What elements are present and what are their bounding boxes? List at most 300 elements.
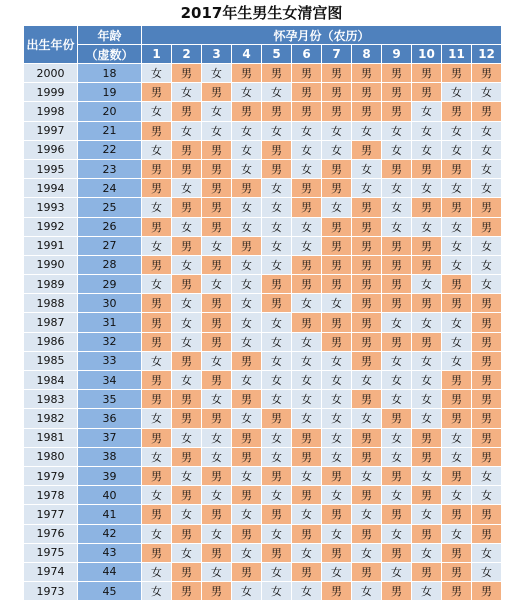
gender-cell: 女 <box>172 255 202 274</box>
gender-cell: 男 <box>262 294 292 313</box>
gender-cell: 男 <box>172 582 202 601</box>
gender-cell: 男 <box>412 428 442 447</box>
gender-cell: 女 <box>262 351 292 370</box>
gender-cell: 男 <box>442 64 472 83</box>
gender-cell: 男 <box>172 198 202 217</box>
gender-cell: 女 <box>322 390 352 409</box>
gender-cell: 女 <box>232 543 262 562</box>
gender-cell: 男 <box>262 466 292 485</box>
gender-cell: 男 <box>202 543 232 562</box>
birth-year-cell: 1980 <box>24 447 78 466</box>
gender-cell: 女 <box>382 524 412 543</box>
gender-cell: 男 <box>262 409 292 428</box>
gender-cell: 男 <box>292 179 322 198</box>
gender-cell: 女 <box>232 83 262 102</box>
gender-cell: 女 <box>262 371 292 390</box>
gender-cell: 男 <box>172 236 202 255</box>
birth-year-cell: 1992 <box>24 217 78 236</box>
gender-cell: 女 <box>322 198 352 217</box>
header-month-5: 5 <box>262 45 292 64</box>
gender-cell: 男 <box>202 140 232 159</box>
gender-cell: 男 <box>412 64 442 83</box>
gender-cell: 女 <box>292 543 322 562</box>
gender-cell: 男 <box>322 466 352 485</box>
gender-cell: 女 <box>262 255 292 274</box>
gender-cell: 男 <box>472 582 502 601</box>
table-row <box>24 159 502 178</box>
birth-year-cell: 1975 <box>24 543 78 562</box>
gender-cell: 男 <box>292 83 322 102</box>
gender-cell: 男 <box>352 217 382 236</box>
gender-cell: 男 <box>472 428 502 447</box>
birth-year-cell: 1981 <box>24 428 78 447</box>
gender-cell: 男 <box>232 351 262 370</box>
gender-cell: 女 <box>412 313 442 332</box>
header-age-line2: （虚数） <box>78 45 142 64</box>
gender-cell: 男 <box>142 294 172 313</box>
gender-cell: 男 <box>382 236 412 255</box>
gender-cell: 女 <box>322 524 352 543</box>
gender-cell: 男 <box>142 371 172 390</box>
gender-cell: 女 <box>412 582 442 601</box>
header-age-line1: 年龄 <box>78 26 142 45</box>
gender-prediction-table <box>23 25 502 601</box>
gender-cell: 女 <box>352 121 382 140</box>
gender-cell: 女 <box>232 159 262 178</box>
gender-cell: 男 <box>322 102 352 121</box>
gender-cell: 男 <box>202 159 232 178</box>
gender-cell: 女 <box>472 140 502 159</box>
gender-cell: 男 <box>292 313 322 332</box>
table-row <box>24 313 502 332</box>
gender-cell: 男 <box>202 83 232 102</box>
header-month-6: 6 <box>292 45 322 64</box>
gender-cell: 男 <box>142 428 172 447</box>
gender-cell: 女 <box>322 447 352 466</box>
table-row <box>24 371 502 390</box>
gender-cell: 女 <box>172 83 202 102</box>
gender-cell: 男 <box>322 64 352 83</box>
chart-title: 2017年生男生女清宫图 <box>180 4 343 22</box>
table-row <box>24 524 502 543</box>
age-cell: 29 <box>78 275 142 294</box>
gender-cell: 男 <box>352 428 382 447</box>
gender-cell: 男 <box>352 486 382 505</box>
age-cell: 30 <box>78 294 142 313</box>
gender-cell: 女 <box>292 351 322 370</box>
gender-cell: 男 <box>232 102 262 121</box>
gender-cell: 女 <box>292 236 322 255</box>
gender-cell: 女 <box>262 236 292 255</box>
gender-cell: 女 <box>202 447 232 466</box>
gender-cell: 女 <box>472 83 502 102</box>
gender-cell: 男 <box>322 582 352 601</box>
gender-cell: 男 <box>142 505 172 524</box>
gender-cell: 女 <box>232 217 262 236</box>
gender-cell: 女 <box>352 505 382 524</box>
gender-cell: 男 <box>352 198 382 217</box>
header-month-2: 2 <box>172 45 202 64</box>
header-month-8: 8 <box>352 45 382 64</box>
gender-cell: 男 <box>382 102 412 121</box>
gender-cell: 男 <box>172 275 202 294</box>
gender-cell: 男 <box>172 102 202 121</box>
gender-cell: 女 <box>202 562 232 581</box>
gender-cell: 男 <box>172 562 202 581</box>
gender-cell: 男 <box>352 562 382 581</box>
gender-cell: 男 <box>442 582 472 601</box>
birth-year-cell: 1986 <box>24 332 78 351</box>
table-row <box>24 102 502 121</box>
gender-cell: 男 <box>382 159 412 178</box>
gender-cell: 女 <box>442 351 472 370</box>
gender-cell: 男 <box>142 543 172 562</box>
gender-cell: 男 <box>412 447 442 466</box>
gender-cell: 男 <box>232 179 262 198</box>
gender-cell: 女 <box>232 294 262 313</box>
gender-cell: 女 <box>472 179 502 198</box>
gender-cell: 男 <box>472 198 502 217</box>
header-pregnancy-month: 怀孕月份（农历） <box>142 26 502 45</box>
gender-cell: 男 <box>382 466 412 485</box>
gender-cell: 女 <box>382 351 412 370</box>
gender-cell: 女 <box>232 466 262 485</box>
gender-cell: 男 <box>292 102 322 121</box>
gender-cell: 男 <box>142 179 172 198</box>
header-birth-year: 出生年份 <box>24 26 78 64</box>
gender-cell: 女 <box>172 294 202 313</box>
gender-cell: 男 <box>172 140 202 159</box>
age-cell: 32 <box>78 332 142 351</box>
gender-cell: 女 <box>262 524 292 543</box>
gender-cell: 男 <box>322 217 352 236</box>
gender-cell: 女 <box>382 428 412 447</box>
gender-cell: 女 <box>412 371 442 390</box>
gender-cell: 女 <box>142 409 172 428</box>
gender-cell: 女 <box>262 486 292 505</box>
gender-cell: 女 <box>172 179 202 198</box>
age-cell: 42 <box>78 524 142 543</box>
gender-cell: 男 <box>442 505 472 524</box>
gender-cell: 女 <box>232 255 262 274</box>
gender-cell: 男 <box>232 236 262 255</box>
gender-cell: 女 <box>472 275 502 294</box>
gender-cell: 女 <box>232 582 262 601</box>
gender-cell: 男 <box>352 102 382 121</box>
table-row <box>24 428 502 447</box>
gender-cell: 女 <box>232 198 262 217</box>
gender-cell: 男 <box>442 562 472 581</box>
gender-cell: 男 <box>232 390 262 409</box>
gender-cell: 男 <box>172 390 202 409</box>
gender-cell: 男 <box>382 582 412 601</box>
gender-cell: 女 <box>352 582 382 601</box>
gender-cell: 女 <box>442 428 472 447</box>
header-month-10: 10 <box>412 45 442 64</box>
gender-cell: 女 <box>292 505 322 524</box>
gender-cell: 女 <box>142 140 172 159</box>
gender-cell: 女 <box>322 351 352 370</box>
gender-cell: 女 <box>412 217 442 236</box>
gender-cell: 男 <box>352 236 382 255</box>
gender-cell: 男 <box>172 159 202 178</box>
gender-cell: 女 <box>142 562 172 581</box>
gender-cell: 男 <box>262 140 292 159</box>
gender-cell: 男 <box>142 390 172 409</box>
age-cell: 21 <box>78 121 142 140</box>
gender-cell: 男 <box>142 313 172 332</box>
gender-cell: 女 <box>412 505 442 524</box>
gender-cell: 男 <box>382 332 412 351</box>
gender-cell: 男 <box>412 294 442 313</box>
gender-cell: 女 <box>322 371 352 390</box>
gender-cell: 男 <box>172 64 202 83</box>
gender-cell: 女 <box>472 236 502 255</box>
gender-cell: 男 <box>292 486 322 505</box>
gender-cell: 男 <box>352 332 382 351</box>
gender-cell: 男 <box>232 64 262 83</box>
gender-cell: 女 <box>172 466 202 485</box>
age-cell: 20 <box>78 102 142 121</box>
gender-cell: 女 <box>262 428 292 447</box>
gender-cell: 男 <box>382 255 412 274</box>
gender-cell: 女 <box>412 275 442 294</box>
gender-cell: 女 <box>442 255 472 274</box>
birth-year-cell: 1985 <box>24 351 78 370</box>
gender-cell: 女 <box>382 179 412 198</box>
age-cell: 39 <box>78 466 142 485</box>
gender-cell: 女 <box>292 294 322 313</box>
gender-cell: 男 <box>232 524 262 543</box>
header-month-11: 11 <box>442 45 472 64</box>
gender-cell: 女 <box>142 486 172 505</box>
age-cell: 41 <box>78 505 142 524</box>
gender-cell: 男 <box>412 486 442 505</box>
gender-cell: 女 <box>262 198 292 217</box>
gender-cell: 男 <box>382 83 412 102</box>
gender-cell: 女 <box>412 121 442 140</box>
birth-year-cell: 1994 <box>24 179 78 198</box>
gender-cell: 男 <box>382 64 412 83</box>
gender-cell: 女 <box>142 582 172 601</box>
gender-cell: 男 <box>472 102 502 121</box>
age-cell: 37 <box>78 428 142 447</box>
gender-cell: 男 <box>292 255 322 274</box>
gender-cell: 男 <box>292 428 322 447</box>
gender-cell: 男 <box>292 562 322 581</box>
age-cell: 45 <box>78 582 142 601</box>
gender-cell: 男 <box>202 198 232 217</box>
gender-cell: 女 <box>262 390 292 409</box>
gender-cell: 女 <box>352 466 382 485</box>
gender-cell: 女 <box>412 351 442 370</box>
gender-cell: 男 <box>472 447 502 466</box>
table-row <box>24 64 502 83</box>
birth-year-cell: 1993 <box>24 198 78 217</box>
gender-cell: 女 <box>442 121 472 140</box>
gender-cell: 男 <box>412 562 442 581</box>
gender-cell: 女 <box>412 543 442 562</box>
birth-year-cell: 1973 <box>24 582 78 601</box>
gender-cell: 男 <box>142 217 172 236</box>
gender-cell: 男 <box>172 409 202 428</box>
gender-cell: 女 <box>202 121 232 140</box>
gender-cell: 女 <box>352 371 382 390</box>
birth-year-cell: 1979 <box>24 466 78 485</box>
table-row <box>24 486 502 505</box>
gender-cell: 男 <box>412 255 442 274</box>
gender-cell: 男 <box>472 524 502 543</box>
gender-cell: 女 <box>382 198 412 217</box>
gender-cell: 男 <box>232 428 262 447</box>
table-row <box>24 447 502 466</box>
gender-cell: 女 <box>472 486 502 505</box>
gender-cell: 男 <box>202 255 232 274</box>
gender-cell: 女 <box>292 466 322 485</box>
gender-cell: 女 <box>172 313 202 332</box>
header-month-12: 12 <box>472 45 502 64</box>
gender-cell: 女 <box>352 159 382 178</box>
gender-cell: 女 <box>142 102 172 121</box>
gender-cell: 女 <box>172 543 202 562</box>
gender-cell: 女 <box>232 121 262 140</box>
gender-cell: 女 <box>262 217 292 236</box>
gender-cell: 女 <box>142 236 172 255</box>
gender-cell: 男 <box>472 390 502 409</box>
gender-cell: 女 <box>262 562 292 581</box>
gender-cell: 男 <box>172 447 202 466</box>
gender-cell: 男 <box>232 486 262 505</box>
gender-cell: 男 <box>472 313 502 332</box>
header-month-3: 3 <box>202 45 232 64</box>
gender-cell: 女 <box>382 486 412 505</box>
gender-cell: 女 <box>262 447 292 466</box>
gender-cell: 男 <box>412 524 442 543</box>
gender-cell: 女 <box>442 83 472 102</box>
gender-cell: 男 <box>202 313 232 332</box>
gender-cell: 男 <box>322 179 352 198</box>
gender-cell: 男 <box>322 505 352 524</box>
birth-year-cell: 1977 <box>24 505 78 524</box>
gender-cell: 女 <box>202 524 232 543</box>
gender-cell: 女 <box>172 217 202 236</box>
age-cell: 23 <box>78 159 142 178</box>
table-body <box>24 64 502 601</box>
gender-cell: 男 <box>472 409 502 428</box>
gender-cell: 男 <box>352 140 382 159</box>
gender-cell: 男 <box>412 83 442 102</box>
age-cell: 31 <box>78 313 142 332</box>
gender-cell: 女 <box>322 140 352 159</box>
gender-cell: 男 <box>322 332 352 351</box>
gender-cell: 男 <box>142 255 172 274</box>
gender-cell: 男 <box>472 371 502 390</box>
table-row <box>24 275 502 294</box>
gender-cell: 女 <box>292 121 322 140</box>
gender-cell: 女 <box>412 409 442 428</box>
gender-cell: 女 <box>202 486 232 505</box>
gender-cell: 女 <box>172 505 202 524</box>
birth-year-cell: 1998 <box>24 102 78 121</box>
gender-cell: 男 <box>352 275 382 294</box>
gender-cell: 女 <box>232 332 262 351</box>
gender-cell: 男 <box>352 83 382 102</box>
gender-cell: 女 <box>262 121 292 140</box>
gender-cell: 女 <box>382 140 412 159</box>
gender-cell: 男 <box>352 390 382 409</box>
gender-cell: 男 <box>202 466 232 485</box>
gender-cell: 女 <box>442 179 472 198</box>
table-row <box>24 505 502 524</box>
gender-cell: 男 <box>262 275 292 294</box>
gender-cell: 男 <box>442 159 472 178</box>
gender-cell: 女 <box>442 524 472 543</box>
gender-cell: 女 <box>442 236 472 255</box>
header-month-1: 1 <box>142 45 172 64</box>
gender-cell: 女 <box>322 121 352 140</box>
gender-cell: 男 <box>202 409 232 428</box>
gender-cell: 女 <box>472 121 502 140</box>
birth-year-cell: 1999 <box>24 83 78 102</box>
gender-cell: 男 <box>472 332 502 351</box>
gender-cell: 男 <box>442 390 472 409</box>
gender-cell: 女 <box>292 371 322 390</box>
table-row <box>24 121 502 140</box>
gender-cell: 男 <box>262 505 292 524</box>
table-row <box>24 390 502 409</box>
age-cell: 28 <box>78 255 142 274</box>
gender-cell: 女 <box>472 562 502 581</box>
table-row <box>24 332 502 351</box>
table-row <box>24 543 502 562</box>
gender-cell: 男 <box>232 562 262 581</box>
gender-cell: 女 <box>232 140 262 159</box>
gender-cell: 女 <box>202 390 232 409</box>
table-row <box>24 466 502 485</box>
gender-cell: 女 <box>322 409 352 428</box>
birth-year-cell: 1984 <box>24 371 78 390</box>
gender-cell: 男 <box>442 543 472 562</box>
gender-cell: 男 <box>232 447 262 466</box>
gender-cell: 男 <box>142 159 172 178</box>
gender-cell: 女 <box>412 102 442 121</box>
gender-cell: 女 <box>262 332 292 351</box>
table-row <box>24 217 502 236</box>
age-cell: 36 <box>78 409 142 428</box>
table-row <box>24 351 502 370</box>
gender-cell: 女 <box>232 313 262 332</box>
gender-cell: 女 <box>142 447 172 466</box>
gender-cell: 女 <box>322 562 352 581</box>
table-row <box>24 294 502 313</box>
gender-cell: 女 <box>172 121 202 140</box>
gender-cell: 男 <box>292 64 322 83</box>
gender-cell: 男 <box>202 332 232 351</box>
age-cell: 25 <box>78 198 142 217</box>
age-cell: 34 <box>78 371 142 390</box>
gender-cell: 女 <box>202 275 232 294</box>
gender-cell: 男 <box>322 83 352 102</box>
age-cell: 40 <box>78 486 142 505</box>
gender-cell: 男 <box>322 255 352 274</box>
gender-cell: 女 <box>352 179 382 198</box>
gender-cell: 女 <box>322 294 352 313</box>
gender-cell: 男 <box>292 524 322 543</box>
gender-cell: 女 <box>412 390 442 409</box>
gender-cell: 男 <box>472 217 502 236</box>
gender-cell: 男 <box>292 275 322 294</box>
birth-year-cell: 1988 <box>24 294 78 313</box>
